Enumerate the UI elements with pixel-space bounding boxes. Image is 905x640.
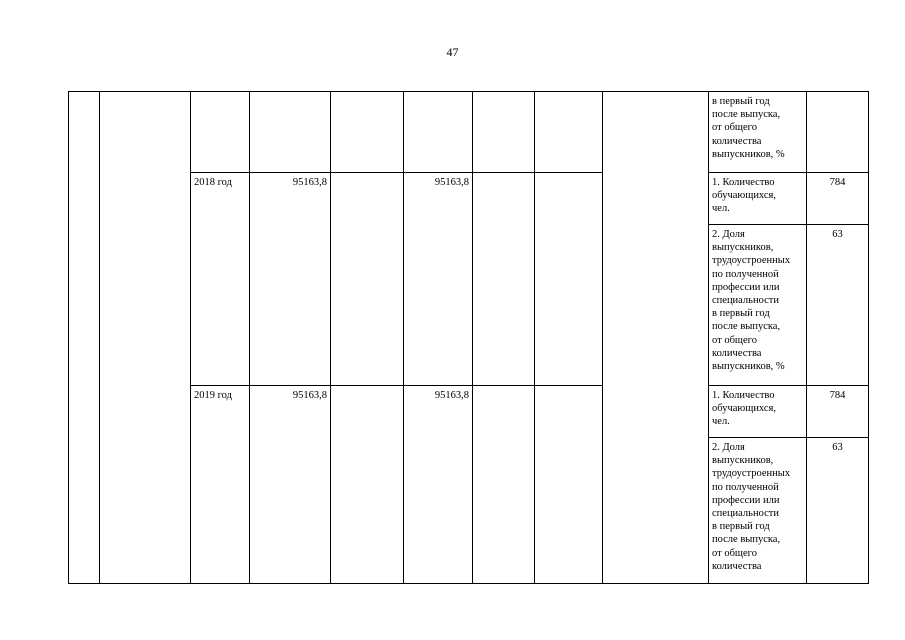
indicator-line: 1. Количество	[712, 390, 775, 401]
indicator-line: после выпуска,	[712, 534, 781, 546]
indicator-line: обучающихся,	[712, 190, 776, 202]
indicator-line: после выпуска,	[712, 321, 781, 333]
year-cell: 2018 год	[191, 173, 250, 386]
amount-col5-cell	[331, 386, 404, 584]
indicator-name-cell	[709, 438, 807, 584]
indicator-line: выпускников,	[712, 455, 774, 467]
indicator-line: от общего	[712, 122, 757, 134]
indicator-line: 2. Доля	[712, 442, 745, 453]
amount-col6-cell: 95163,8	[404, 173, 473, 386]
indicator-line: выпускников, %	[712, 148, 785, 160]
indicator-line: в первый год	[712, 521, 770, 533]
amount-col7-cell	[473, 173, 535, 386]
amount-col6-cell: 95163,8	[404, 386, 473, 584]
amount-total-cell: 95163,8	[250, 386, 331, 584]
amount-col8-cell	[535, 386, 603, 584]
indicator-line: специальности	[712, 295, 779, 307]
indicator-line: профессии или	[712, 494, 780, 506]
page-number: 47	[446, 45, 459, 59]
amount-col5-cell	[331, 173, 404, 386]
indicator-line: 2. Доля	[712, 229, 745, 240]
indicator-line: специальности	[712, 508, 779, 520]
cell-amount-total	[250, 92, 331, 173]
indicator-line: количества	[712, 135, 762, 147]
indicator-line: по полученной	[712, 268, 779, 280]
cell-amount-col6	[404, 92, 473, 173]
cell-activity	[100, 92, 191, 584]
indicator-line: трудоустроенных	[712, 468, 791, 480]
indicator-line: выпускников, %	[712, 361, 785, 373]
indicator-name-cell	[709, 386, 807, 438]
indicator-line: количества	[712, 560, 762, 572]
cell-amount-col5	[331, 92, 404, 173]
indicator-line: трудоустроенных	[712, 255, 791, 267]
indicator-name-cell	[709, 225, 807, 386]
indicator-line: в первый год	[712, 96, 770, 107]
indicator-line: обучающихся,	[712, 403, 776, 415]
amount-total-cell: 95163,8	[250, 173, 331, 386]
indicator-value-cell	[807, 92, 869, 173]
indicator-line: чел.	[712, 203, 730, 215]
cell-year	[191, 92, 250, 173]
indicator-line: чел.	[712, 416, 730, 428]
table-row	[69, 92, 869, 173]
indicator-line: выпускников,	[712, 242, 774, 254]
indicator-line: количества	[712, 347, 762, 359]
amount-col7-cell	[473, 386, 535, 584]
cell-amount-col7	[473, 92, 535, 173]
indicator-value-cell: 784	[807, 173, 869, 225]
indicator-line: от общего	[712, 334, 757, 346]
indicator-name-cell	[709, 173, 807, 225]
indicator-line: профессии или	[712, 281, 780, 293]
indicator-line: после выпуска,	[712, 109, 781, 121]
indicator-line: от общего	[712, 547, 757, 559]
program-table	[68, 91, 869, 584]
amount-col8-cell	[535, 173, 603, 386]
indicator-value-cell: 63	[807, 225, 869, 386]
indicator-line: по полученной	[712, 481, 779, 493]
cell-number	[69, 92, 100, 584]
indicator-line: в первый год	[712, 308, 770, 320]
indicator-value-cell: 784	[807, 386, 869, 438]
year-cell: 2019 год	[191, 386, 250, 584]
indicator-name-cell	[709, 92, 807, 173]
indicator-value-cell: 63	[807, 438, 869, 584]
cell-amount-col8	[535, 92, 603, 173]
cell-executor	[603, 92, 709, 584]
indicator-line: 1. Количество	[712, 177, 775, 188]
